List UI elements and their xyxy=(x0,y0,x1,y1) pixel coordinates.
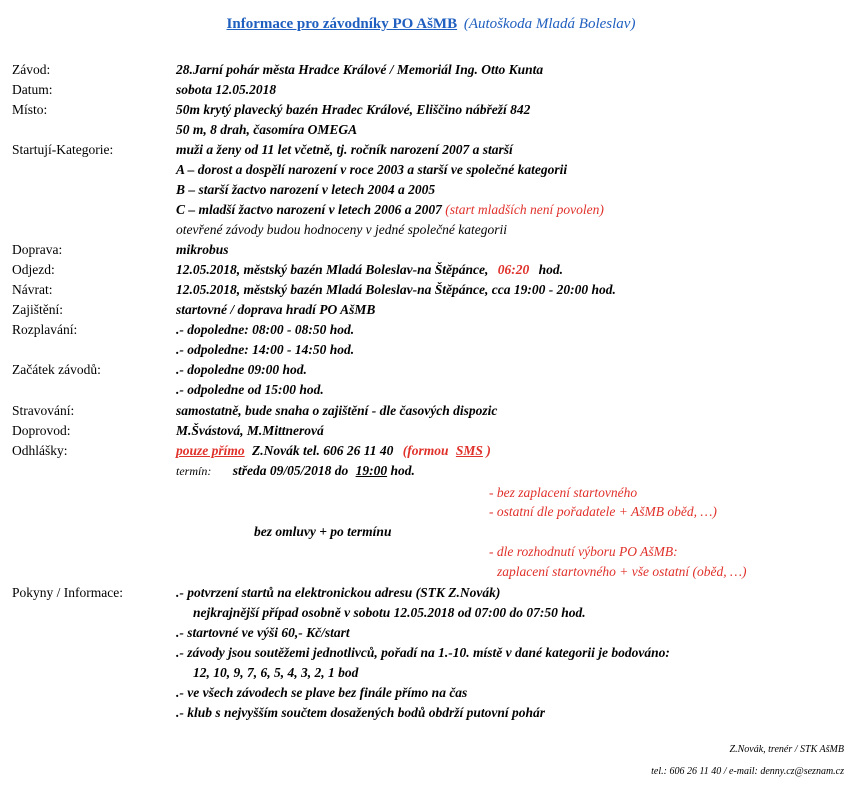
label-doprovod: Doprovod: xyxy=(12,423,71,438)
label-zavod: Závod: xyxy=(12,62,51,77)
pokyny-item-1 xyxy=(176,584,500,602)
footer-signature: Z.Novák, trenér / STK AšMB xyxy=(729,744,844,755)
value-navrat: 12.05.2018, městský bazén Mladá Boleslav-na Štěpánce, cca 19:00 - 20:00 hod. xyxy=(176,282,616,297)
value-datum: sobota 12.05.2018 xyxy=(176,82,277,97)
label-odjezd: Odjezd: xyxy=(12,262,55,277)
document-title: Informace pro závodníky PO AšMB xyxy=(226,16,458,32)
penalty-line-2: - ostatní dle pořadatele + AšMB oběd, …) xyxy=(489,504,717,519)
value-misto-1: 50m krytý plavecký bazén Hradec Králové, Eliščino nábřeží 842 xyxy=(176,102,531,117)
value-stravovani: samostatně, bude snaha o zajištění - dle časových dispozic xyxy=(176,403,498,418)
value-kategorie-a: A – dorost a dospělí narození v roce 2003 a starší ve společné kategorii xyxy=(176,162,568,177)
odhlasky-close: ) xyxy=(486,443,491,458)
value-odhlasky xyxy=(176,442,491,460)
value-rozplavani-2: .- odpoledne: 14:00 - 14:50 hod. xyxy=(176,342,355,357)
label-stravovani: Stravování: xyxy=(12,403,75,418)
document-subtitle: (Autoškoda Mladá Boleslav) xyxy=(463,16,636,32)
label-navrat: Návrat: xyxy=(12,282,53,297)
pokyny-item-1b: nejkrajnější případ osobně v sobotu 12.05.2018 od 07:00 do 07:50 hod. xyxy=(193,605,586,620)
label-doprava: Doprava: xyxy=(12,242,63,257)
kategorie-c-text: C – mladší žactvo narození v letech 2006 a 2007 xyxy=(176,202,442,217)
termin-time: 19:00 xyxy=(355,463,388,478)
termin-label: termín: xyxy=(176,464,212,478)
label-rozplavani: Rozplavání: xyxy=(12,322,78,337)
pokyny-item-1-text: .- potvrzení startů na elektronickou adresu (STK Z.Novák) xyxy=(176,585,501,600)
value-misto-2: 50 m, 8 drah, časomíra OMEGA xyxy=(176,122,358,137)
pokyny-item-2: .- startovné ve výši 60,- Kč/start xyxy=(176,625,350,640)
value-zacatek-1: .- dopoledne 09:00 hod. xyxy=(176,362,307,377)
value-rozplavani-1: .- dopoledne: 08:00 - 08:50 hod. xyxy=(176,322,355,337)
document-header xyxy=(0,16,862,33)
label-datum: Datum: xyxy=(12,82,53,97)
pokyny-item-4: .- ve všech závodech se plave bez finále přímo na čas xyxy=(176,685,468,700)
penalty-line-1: - bez zaplacení startovného xyxy=(489,485,638,500)
odhlasky-pouze-primo: pouze přímo xyxy=(176,443,245,458)
odhlasky-formou: (formou xyxy=(402,443,449,458)
label-misto: Místo: xyxy=(12,102,48,117)
pokyny-item-3b: 12, 10, 9, 7, 6, 5, 4, 3, 2, 1 bod xyxy=(193,665,359,680)
penalty-line-4: zaplacení startovného + vše ostatní (oběd, …) xyxy=(497,564,747,579)
value-odjezd xyxy=(176,261,563,279)
odjezd-time: 06:20 xyxy=(497,262,530,277)
value-kategorie-1: muži a ženy od 11 let včetně, tj. ročník narození 2007 a starší xyxy=(176,142,513,157)
kategorie-c-note: (start mladších není povolen) xyxy=(445,202,604,217)
odjezd-text: 12.05.2018, městský bazén Mladá Boleslav-na Štěpánce, xyxy=(176,262,489,277)
termin-unit: hod. xyxy=(390,463,415,478)
value-kategorie-note: otevřené závody budou hodnoceny v jedné společné kategorii xyxy=(176,222,508,237)
value-doprava: mikrobus xyxy=(176,242,229,257)
label-zacatek: Začátek závodů: xyxy=(12,362,101,377)
label-odhlasky: Odhlášky: xyxy=(12,443,68,458)
odjezd-unit: hod. xyxy=(538,262,564,277)
value-zacatek-2: .- odpoledne od 15:00 hod. xyxy=(176,382,324,397)
termin-row xyxy=(176,462,415,480)
bez-omluvy: bez omluvy + po termínu xyxy=(254,524,392,539)
value-zavod: 28.Jarní pohár města Hradce Králové / Memoriál Ing. Otto Kunta xyxy=(176,62,544,77)
value-kategorie-c xyxy=(176,201,604,219)
penalty-line-3: - dle rozhodnutí výboru PO AšMB: xyxy=(489,544,678,559)
pokyny-item-5: .- klub s nejvyšším součtem dosažených bodů obdrží putovní pohár xyxy=(176,705,546,720)
footer-contact: tel.: 606 26 11 40 / e-mail: denny.cz@seznam.cz xyxy=(651,766,844,777)
odhlasky-contact: Z.Novák tel. 606 26 11 40 xyxy=(252,443,394,458)
pokyny-item-3: .- závody jsou soutěžemi jednotlivců, pořadí na 1.-10. místě v dané kategorii je bodováno: xyxy=(176,645,670,660)
label-pokyny: Pokyny / Informace: xyxy=(12,585,123,600)
value-doprovod: M.Švástová, M.Mittnerová xyxy=(176,423,324,438)
termin-text: středa 09/05/2018 do xyxy=(232,463,349,478)
label-kategorie: Startují-Kategorie: xyxy=(12,142,114,157)
label-zajisteni: Zajištění: xyxy=(12,302,63,317)
odhlasky-sms: SMS xyxy=(455,443,483,458)
value-kategorie-b: B – starší žactvo narození v letech 2004 a 2005 xyxy=(176,182,436,197)
value-zajisteni: startovné / doprava hradí PO AšMB xyxy=(176,302,376,317)
